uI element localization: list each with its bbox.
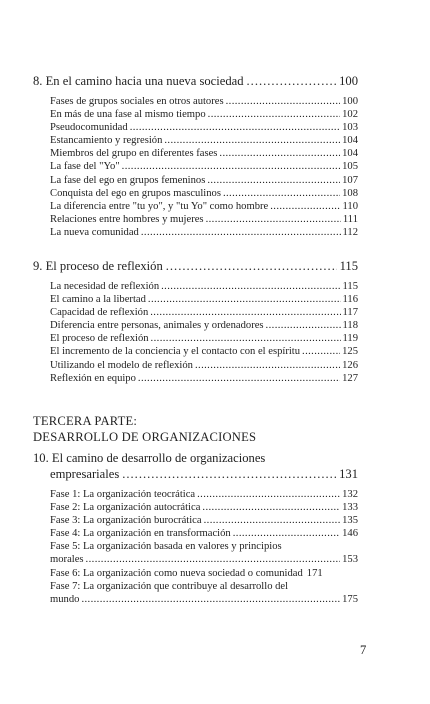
toc-entry: Fase 2: La organización autocrática ..... 133 — [33, 501, 358, 514]
toc-chapter-8 — [33, 73, 358, 239]
toc-entry: El proceso de reflexión ..... 119 — [33, 332, 358, 345]
dot-leader — [166, 258, 337, 274]
toc-chapter-10 — [33, 450, 358, 606]
toc-entry: Fase 4: La organización en transformación ..... 146 — [33, 527, 358, 540]
toc-entry: Miembros del grupo en diferentes fases ..... 104 — [33, 147, 358, 160]
toc-entry: Estancamiento y regresión ..... 104 — [33, 134, 358, 147]
toc-entry: Fases de grupos sociales en otros autores ..... 100 — [33, 95, 358, 108]
toc-entry: Relaciones entre hombres y mujeres ..... 111 — [33, 213, 358, 226]
chapter-title: 8. En el camino hacia una nueva sociedad — [33, 74, 244, 88]
toc-entry: Fase 3: La organización burocrática ..... 135 — [33, 514, 358, 527]
toc-entry: En más de una fase al mismo tiempo ..... 102 — [33, 108, 358, 121]
chapter-heading — [33, 466, 358, 482]
toc-entry: El incremento de la conciencia y el contacto con el espíritu ..... 125 — [33, 345, 358, 358]
part-heading — [33, 413, 256, 445]
toc-entry: La nueva comunidad ..... 112 — [33, 226, 358, 239]
chapter-heading — [33, 258, 358, 274]
toc-entry: La fase del ego en grupos femeninos ..... 107 — [33, 174, 358, 187]
toc-entry: La necesidad de reflexión ..... 115 — [33, 280, 358, 293]
dot-leader — [122, 466, 336, 482]
dot-leader — [247, 73, 337, 89]
page-number: 7 — [360, 643, 367, 657]
toc-entry: El camino a la libertad ..... 116 — [33, 293, 358, 306]
chapter-page: 131 — [339, 467, 358, 481]
chapter-page: 115 — [339, 259, 358, 273]
chapter-title: 10. El camino de desarrollo de organizaciones — [33, 451, 266, 465]
chapter-page: 100 — [339, 74, 358, 88]
toc-entry: Diferencia entre personas, animales y ordenadores ..... 118 — [33, 319, 358, 332]
chapter-heading — [33, 73, 358, 89]
toc-entry: Reflexión en equipo ..... 127 — [33, 372, 358, 385]
toc-entry: mundo ..... 175 — [33, 593, 358, 606]
toc-entry: Fase 7: La organización que contribuye al desarrollo del — [50, 580, 289, 592]
chapter-title-cont: empresariales — [50, 467, 120, 481]
toc-entry: Fase 6: La organización como nueva sociedad o comunidad 171 — [50, 567, 323, 579]
toc-chapter-9 — [33, 258, 358, 385]
toc-entry: La diferencia entre "tu yo", y "tu Yo" como hombre ..... 110 — [33, 200, 358, 213]
part-title: DESARROLLO DE ORGANIZACIONES — [33, 430, 257, 444]
toc-entry: Capacidad de reflexión ..... 117 — [33, 306, 358, 319]
toc-entry: Conquista del ego en grupos masculinos ..... 108 — [33, 187, 358, 200]
toc-entry: Pseudocomunidad ..... 103 — [33, 121, 358, 134]
toc-entry: Fase 5: La organización basada en valores y principios — [50, 541, 282, 553]
toc-entry: Utilizando el modelo de reflexión ..... 126 — [33, 359, 358, 372]
toc-entry: morales ..... 153 — [33, 553, 358, 566]
chapter-title: 9. El proceso de reflexión — [33, 259, 163, 273]
toc-entry: Fase 1: La organización teocrática ..... 132 — [33, 488, 358, 501]
part-label: TERCERA PARTE: — [33, 414, 138, 428]
toc-entry: La fase del "Yo" ..... 105 — [33, 160, 358, 173]
